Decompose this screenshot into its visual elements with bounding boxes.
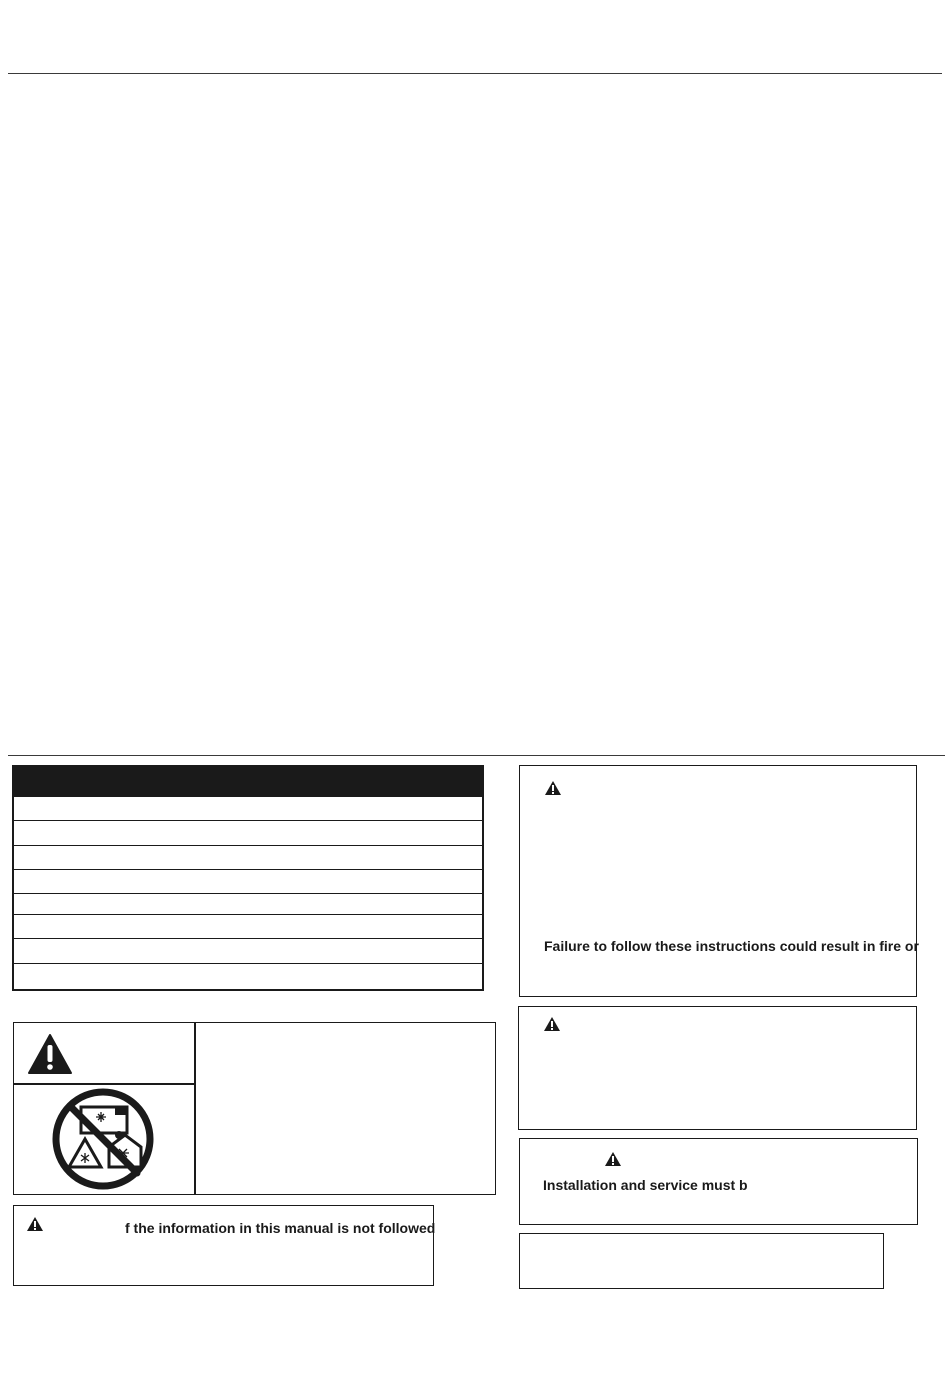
hazard-divider-vertical [194,1023,196,1194]
no-rv-no-home-icon [51,1087,155,1191]
table-row [14,796,482,820]
hazard-divider-horizontal [14,1083,195,1085]
specifications-table [12,765,484,991]
warning-triangle-icon [26,1216,44,1232]
table-row [14,963,482,991]
table-row [14,914,482,938]
fire-warning-box [519,765,917,997]
installation-warning-box [519,1138,918,1225]
warning-triangle-icon [604,1151,622,1167]
top-rule [8,73,942,74]
section-rule [8,755,945,756]
table-row [14,869,482,893]
table-header [14,767,482,796]
table-row [14,820,482,845]
empty-info-box [519,1233,884,1289]
table-row [14,893,482,914]
installation-warning-text: Installation and service must b [543,1177,748,1193]
second-warning-box [518,1006,917,1130]
table-row [14,938,482,963]
warning-triangle-icon [543,1016,561,1032]
warning-triangle-icon [544,780,562,796]
manual-warning-text: f the information in this manual is not followed [125,1220,436,1236]
hazard-symbol-box [13,1022,496,1195]
manual-warning-box [13,1205,434,1286]
warning-triangle-icon [27,1033,73,1075]
fire-warning-text: Failure to follow these instructions could result in fire or [544,938,919,954]
table-row [14,845,482,869]
